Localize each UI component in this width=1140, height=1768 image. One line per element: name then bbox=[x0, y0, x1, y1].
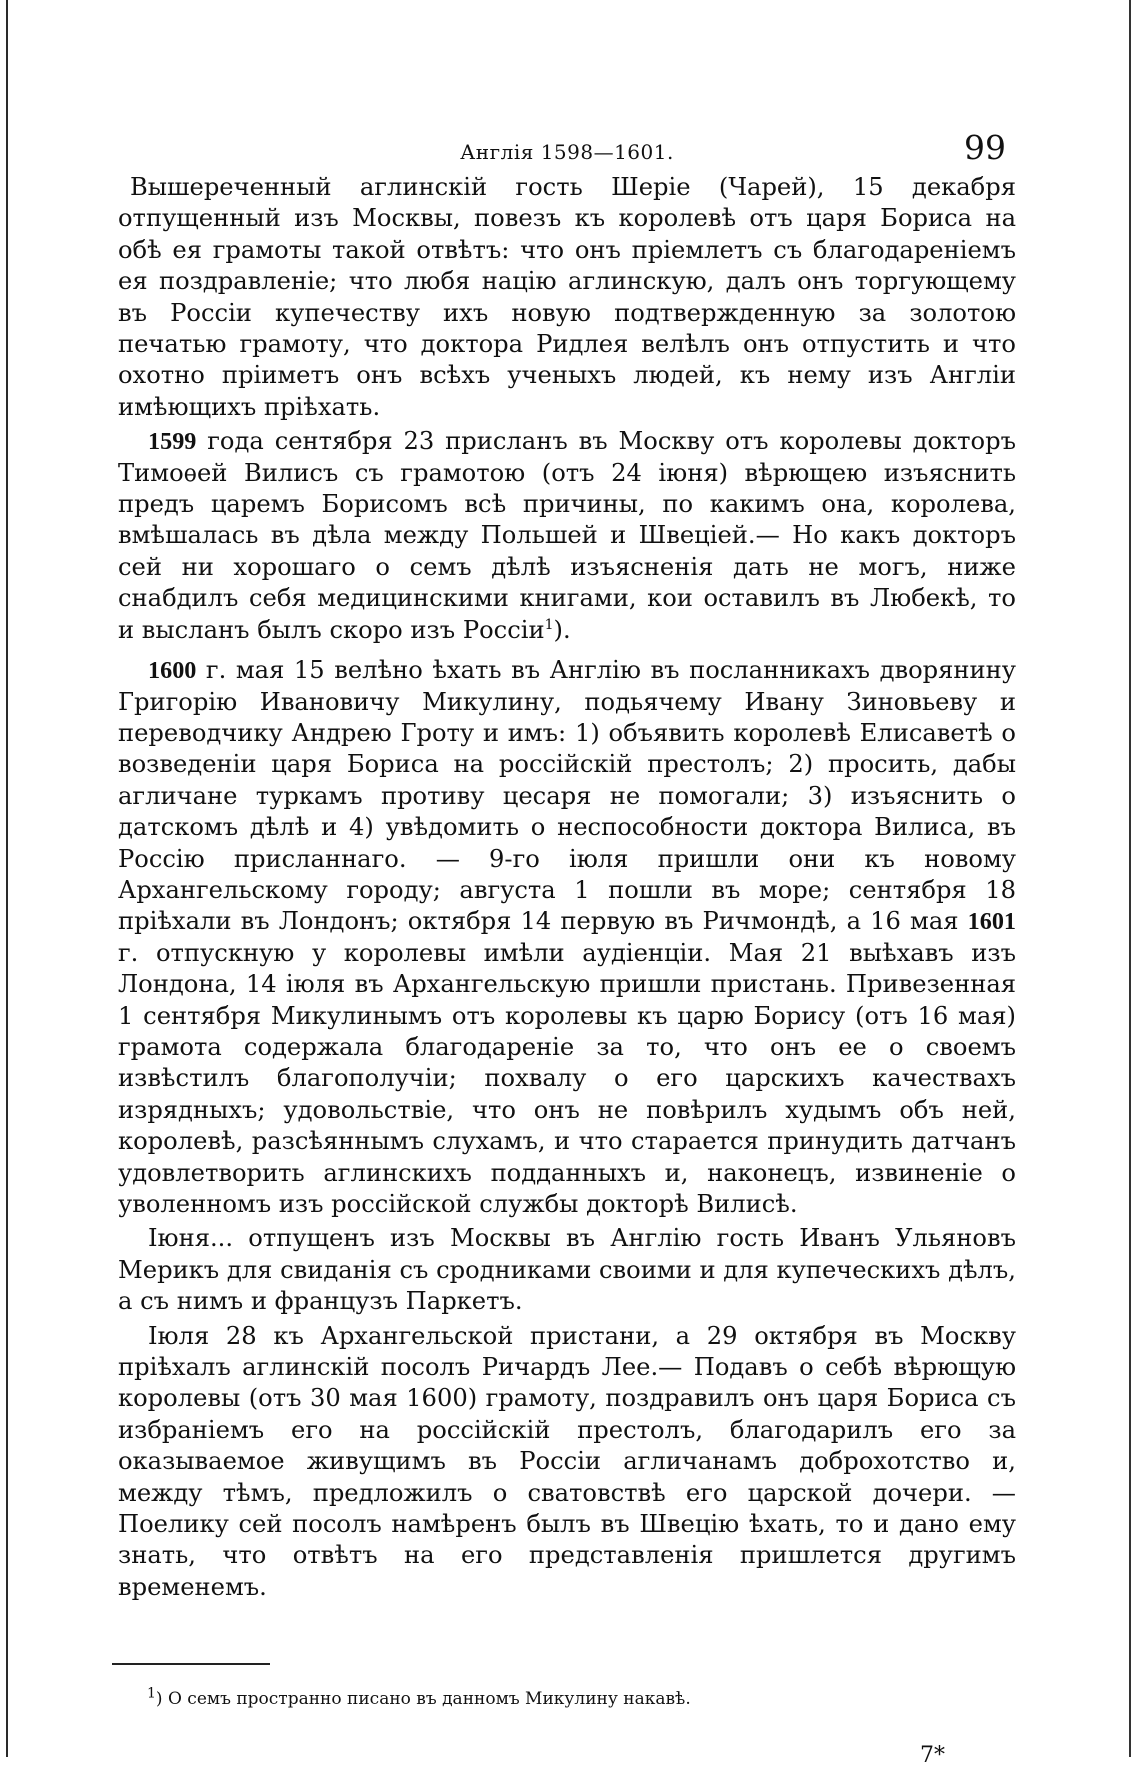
paragraph-5-text: Іюля 28 къ Архангельской пристани, а 29 октября въ Москву пріѣхалъ аглинскій посолъ Ричардъ Лее.— Подавъ о себѣ вѣрющую королевы (отъ 30 мая 1600) грамоту, поздравилъ онъ царя Бориса съ избраніемъ его на россійскій престолъ, благодарилъ его за оказываемое живущимъ въ Россіи агличанамъ доброхотство и, между тѣмъ, предложилъ о сватовствѣ его царской дочери. — Поелику сей посолъ намѣренъ былъ въ Швецію ѣхать, то и дано ему знать, что отвѣтъ на его представленія пришлется другимъ временемъ. bbox=[118, 1321, 1016, 1601]
paragraph-4-text: Іюня... отпущенъ изъ Москвы въ Англію гость Иванъ Ульяновъ Мерикъ для свиданія съ сродниками своими и для купеческихъ дѣлъ, а съ нимъ и французъ Паркетъ. bbox=[118, 1224, 1016, 1316]
paragraph-2-text: года сентября 23 присланъ въ Москву отъ королевы докторъ Тимоѳей Вилисъ съ грамотою (отъ 24 іюня) вѣрющею изъяснить предъ царемъ Борисомъ всѣ причины, по какимъ она, королева, вмѣшалась въ дѣла между Польшей и Швеціей.— Но какъ докторъ сей ни хорошаго о семъ дѣлѣ изъясненія дать не могъ, ниже снабдилъ себя медицинскими книгами, кои оставилъ въ Любекѣ, то и высланъ былъ скоро изъ Россіи bbox=[118, 427, 1016, 644]
running-head: Англія 1598—1601. bbox=[460, 140, 674, 164]
scan-edge-right bbox=[1129, 0, 1131, 1757]
paragraph-1-text: Вышереченный аглинскій гость Шеріе (Чарей), 15 декабря отпущенный изъ Москвы, повезъ къ королевѣ отъ царя Бориса на обѣ ея грамоты такой отвѣтъ: что онъ пріемлетъ съ благодареніемъ ея поздравленіе; что любя націю аглинскую, далъ онъ торгующему въ Россіи купечеству ихъ новую подтвержденную за золотою печатью грамоту, что доктора Ридлея велѣлъ онъ отпустить и что охотно пріиметъ онъ всѣхъ ученыхъ людей, къ нему изъ Англіи имѣющихъ пріѣхать. bbox=[118, 173, 1016, 421]
paragraph-5 bbox=[118, 1321, 1016, 1604]
paragraph-2-year: 1599 bbox=[148, 428, 197, 456]
footnote-reference: 1 bbox=[544, 616, 554, 633]
footnote-marker: 1 bbox=[147, 1685, 156, 1702]
paragraph-4 bbox=[118, 1223, 1016, 1317]
page-number: 99 bbox=[964, 128, 1006, 167]
page-body bbox=[118, 128, 1016, 1603]
paragraph-2-tail: ). bbox=[553, 615, 571, 644]
paragraph-3-text-2: г. отпускную у королевы имѣли аудіенціи. Мая 21 выѣхавъ изъ Лондона, 14 іюля въ Архангельскую пришли пристань. Привезенная 1 сентября Микулинымъ отъ королевы къ царю Борису (отъ 16 мая) грамота содержала благодареніе за то, что онъ ее о своемъ извѣстилъ благополучіи; похвалу о его царскихъ качествахъ изрядныхъ; удовольствіе, что онъ не повѣрилъ худымъ объ ней, королевѣ, разсѣяннымъ слухамъ, и что старается принудить датчанъ удовлетворить аглинскихъ подданныхъ и, наконецъ, извиненіе о уволенномъ изъ россійской службы докторѣ Вилисѣ. bbox=[118, 938, 1016, 1218]
signature-mark: 7* bbox=[920, 1743, 945, 1768]
paragraph-3-text: г. мая 15 велѣно ѣхать въ Англію въ посланникахъ дворянину Григорію Ивановичу Микулину, подьячему Ивану Зиновьеву и переводчику Андрею Гроту и имъ: 1) объявить королевѣ Елисаветѣ о возведеніи царя Бориса на россійскій престолъ; 2) просить, дабы агличане туркамъ противу цесаря не помогали; 3) изъяснить о датскомъ дѣлѣ и 4) увѣдомить о неспособности доктора Вилиса, въ Россію присланнаго. — 9-го іюля пришли они къ новому Архангельскому городу; августа 1 пошли въ море; сентября 18 пріѣхали въ Лондонъ; октября 14 первую въ Ричмондѣ, а 16 мая bbox=[118, 656, 1016, 936]
paragraph-3-year-2: 1601 bbox=[967, 908, 1016, 936]
paragraph-3-year: 1600 bbox=[148, 657, 197, 685]
footnote bbox=[147, 1685, 691, 1709]
scan-edge-left bbox=[6, 0, 8, 1757]
footnote-rule bbox=[112, 1663, 270, 1665]
paragraph-2 bbox=[118, 426, 1016, 646]
footnote-text: ) О семъ пространно писано въ данномъ Микулину накавѣ. bbox=[155, 1689, 691, 1709]
page-header bbox=[118, 128, 1016, 172]
paragraph-1 bbox=[118, 172, 1016, 423]
paragraph-3 bbox=[118, 655, 1016, 1220]
